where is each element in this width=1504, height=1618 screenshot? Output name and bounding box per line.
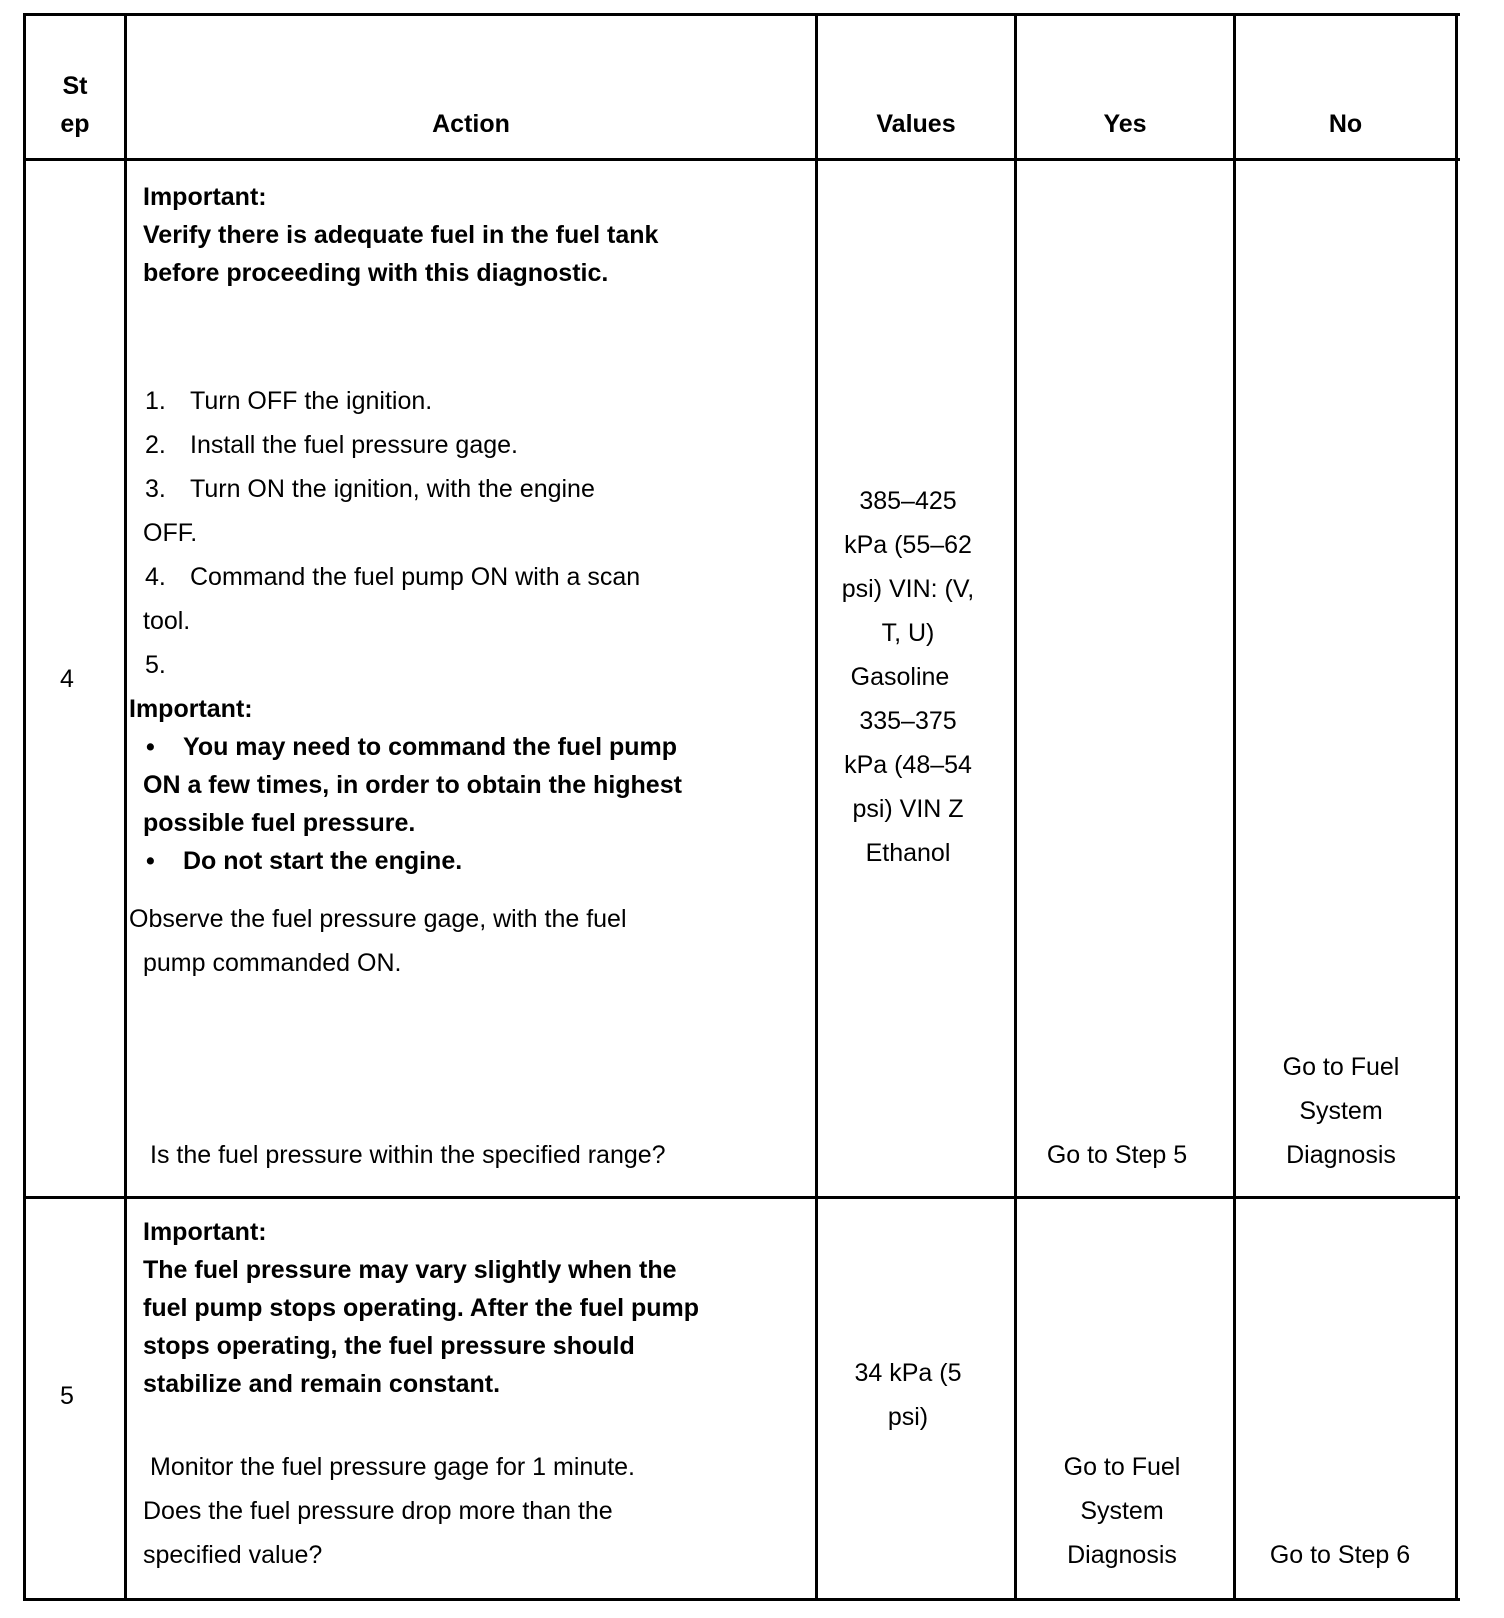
important-note-line: The fuel pressure may vary slightly when the [143, 1256, 677, 1284]
no-cell-text: System [1299, 1097, 1383, 1125]
header-divider [23, 158, 1460, 161]
values-line: Gasoline [850, 663, 950, 691]
header-no: No [1328, 110, 1363, 138]
list-item-text: Install the fuel pressure gage. [190, 431, 518, 459]
question-text: Is the fuel pressure within the specified range? [150, 1141, 666, 1169]
list-item-number: 2. [145, 431, 166, 459]
table-border-right [1455, 13, 1458, 1601]
table-border-top [23, 13, 1460, 16]
important-note-line: Verify there is adequate fuel in the fuel tank [143, 221, 659, 249]
question-text: specified value? [143, 1541, 323, 1569]
values-line: psi) VIN: (V, [841, 575, 975, 603]
row-divider [23, 1196, 1460, 1199]
bullet-icon: • [146, 847, 155, 875]
list-item-text: Command the fuel pump ON with a scan [190, 563, 641, 591]
table-border-left [23, 13, 26, 1601]
yes-cell-text: Diagnosis [1067, 1541, 1177, 1569]
list-item-text: Turn ON the ignition, with the engine [190, 475, 595, 503]
header-values: Values [876, 110, 956, 138]
values-line: kPa (48–54 [844, 751, 972, 779]
observe-text: pump commanded ON. [143, 949, 402, 977]
values-line: 335–375 [859, 707, 957, 735]
observe-text: Observe the fuel pressure gage, with the fuel [129, 905, 627, 933]
header-yes: Yes [1103, 110, 1147, 138]
list-item-number: 4. [145, 563, 166, 591]
important-note-line: before proceeding with this diagnostic. [143, 259, 609, 287]
important-note-line: stops operating, the fuel pressure should [143, 1332, 635, 1360]
yes-cell-text: Go to Fuel [1063, 1453, 1181, 1481]
important-label: Important: [143, 1218, 267, 1246]
yes-cell-text: System [1080, 1497, 1164, 1525]
list-item-text: Turn OFF the ignition. [190, 387, 433, 415]
bullet-text: You may need to command the fuel pump [183, 733, 678, 761]
bullet-text: ON a few times, in order to obtain the highest [143, 771, 682, 799]
no-cell-text: Go to Fuel [1282, 1053, 1400, 1081]
header-action: Action [432, 110, 510, 138]
column-divider-yes [1014, 13, 1017, 1601]
values-line: T, U) [881, 619, 935, 647]
list-item-number: 3. [145, 475, 166, 503]
monitor-text: Monitor the fuel pressure gage for 1 minute. [150, 1453, 635, 1481]
table-border-bottom [23, 1598, 1460, 1601]
list-item-number: 1. [145, 387, 166, 415]
values-line: 34 kPa (5 [854, 1359, 962, 1387]
no-cell-text: Go to Step 6 [1269, 1541, 1411, 1569]
no-cell-text: Diagnosis [1286, 1141, 1396, 1169]
important-note-line: stabilize and remain constant. [143, 1370, 501, 1398]
bullet-text: possible fuel pressure. [143, 809, 416, 837]
values-line: 385–425 [859, 487, 957, 515]
question-text: Does the fuel pressure drop more than the [143, 1497, 613, 1525]
list-item-number: 5. [145, 651, 166, 679]
header-step-line2: ep [60, 110, 90, 138]
yes-cell-text: Go to Step 5 [1046, 1141, 1188, 1169]
column-divider-action [124, 13, 127, 1601]
important-label: Important: [129, 695, 253, 723]
list-item-continuation: tool. [143, 607, 191, 635]
values-line: psi) VIN Z [852, 795, 964, 823]
important-label: Important: [143, 183, 267, 211]
values-line: psi) [887, 1403, 929, 1431]
step-number: 5 [60, 1382, 74, 1410]
values-line: kPa (55–62 [844, 531, 972, 559]
values-line: Ethanol [865, 839, 951, 867]
list-item-continuation: OFF. [143, 519, 198, 547]
bullet-text: Do not start the engine. [183, 847, 463, 875]
step-number: 4 [60, 665, 74, 693]
bullet-icon: • [146, 733, 155, 761]
column-divider-no [1233, 13, 1236, 1601]
header-step-line1: St [62, 72, 88, 100]
important-note-line: fuel pump stops operating. After the fuel pump [143, 1294, 700, 1322]
